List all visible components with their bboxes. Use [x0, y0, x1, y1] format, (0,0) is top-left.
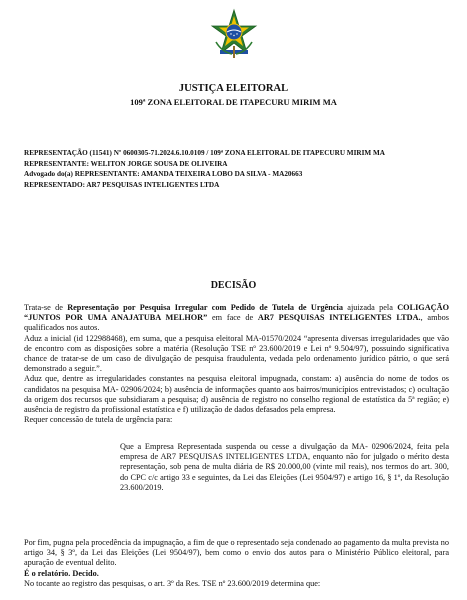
represented: REPRESENTADO: AR7 PESQUISAS INTELIGENTES LTDA	[24, 180, 220, 189]
body-paragraph-4: Requer concessão de tutela de urgência para:	[24, 415, 173, 425]
body-paragraph-3: Aduz que, dentre as irregularidades constantes na pesquisa eleitoral impugnada, constam: a) ausência do nome de todos os candidatos na pesquisa MA- 02906/2024; b) ausência de informações quanto aos bairros/municípios entrevistados; c) ocultação da origem dos recursos que subsidiaram a pesquisa; d) ausência de registro no conselho regional de estatística da 5ª região; e) ausência de registro da profissional estatística e f) utilização de dados defasados pela empresa.	[24, 374, 449, 415]
block-quote	[120, 442, 449, 493]
report-bold: É o relatório. Decido.	[24, 568, 99, 578]
representative: REPRESENTANTE: WELITON JORGE SOUSA DE OLIVEIRA	[24, 159, 228, 168]
case-metadata	[24, 148, 449, 190]
intro-text-4: , ambos qualificados nos autos.	[24, 313, 449, 333]
case-number: REPRESENTAÇÃO (11541) Nº 0600305-71.2024.6.10.0109 / 109ª ZONA ELEITORAL DE ITAPECURU MIRIM MA	[24, 149, 385, 157]
intro-bold-1: Representação por Pesquisa Irregular com Pedido de Tutela de Urgência	[67, 303, 343, 312]
body-paragraph-7: No tocante ao registro das pesquisas, o art. 3º da Res. TSE nº 23.600/2019 determina que:	[24, 578, 321, 588]
report-statement	[24, 569, 449, 579]
electoral-zone: 109ª ZONA ELEITORAL DE ITAPECURU MIRIM MA	[130, 97, 337, 107]
quote-text: Que a Empresa Representada suspenda ou cesse a divulgação da MA- 02906/2024, feita pela empresa de AR7 PESQUISAS INTELIGENTES LTDA, enquanto não for julgado o mérito desta representação, sob pena de multa diária de R$ 20.000,00 (vinte mil reais), nos termos do art. 300, do CPC c/c artigo 33 e seguintes, da Lei das Eleições (Lei 9504/97) e artigo 16, § 1º, da Resolução 23.600/2019.	[120, 442, 449, 492]
intro-bold-3: AR7 PESQUISAS INTELIGENTES LTDA.	[257, 313, 421, 323]
body-paragraph-intro	[24, 303, 449, 425]
intro-text-3: em face de	[207, 313, 258, 323]
body-paragraph-2: Aduz a inicial (id 122988468), em suma, que a pesquisa eleitoral MA-01570/2024 “apresenta diversas irregularidades que vão de encontro com as disposições sobre a matéria (Resolução TSE nº 23.600/2019 e Lei nº 9.504/97), possuindo significativa chance de tratar-se de um caso de divulgação de pesquisa fraudulenta, vedada pelo ordenamento jurídico pátrio, o que será demonstrado a seguir.”.	[24, 333, 449, 374]
court-name: JUSTIÇA ELEITORAL	[178, 83, 289, 94]
lawyer: Advogado do(a) REPRESENTANTE: AMANDA TEIXEIRA LOBO DA SILVA - MA20663	[24, 170, 303, 179]
intro-bold-2: COLIGAÇÃO “JUNTOS POR UMA ANAJATUBA MELHOR”	[24, 303, 449, 323]
intro-text-1: Trata-se de	[24, 303, 68, 312]
intro-text-2: ajuizada pela	[342, 303, 398, 312]
body-paragraph-5: Por fim, pugna pela procedência da impugnação, a fim de que o representado seja condenado ao pagamento da multa prevista no artigo 34, § 3º, da Lei das Eleições (Lei 9504/97), bem como o envio dos autos para o Ministério Público eleitoral, para apuração de eventual delito.	[24, 538, 449, 568]
coat-of-arms-emblem	[208, 8, 260, 60]
body-paragraph-closing	[24, 538, 449, 589]
decision-title: DECISÃO	[210, 280, 257, 291]
